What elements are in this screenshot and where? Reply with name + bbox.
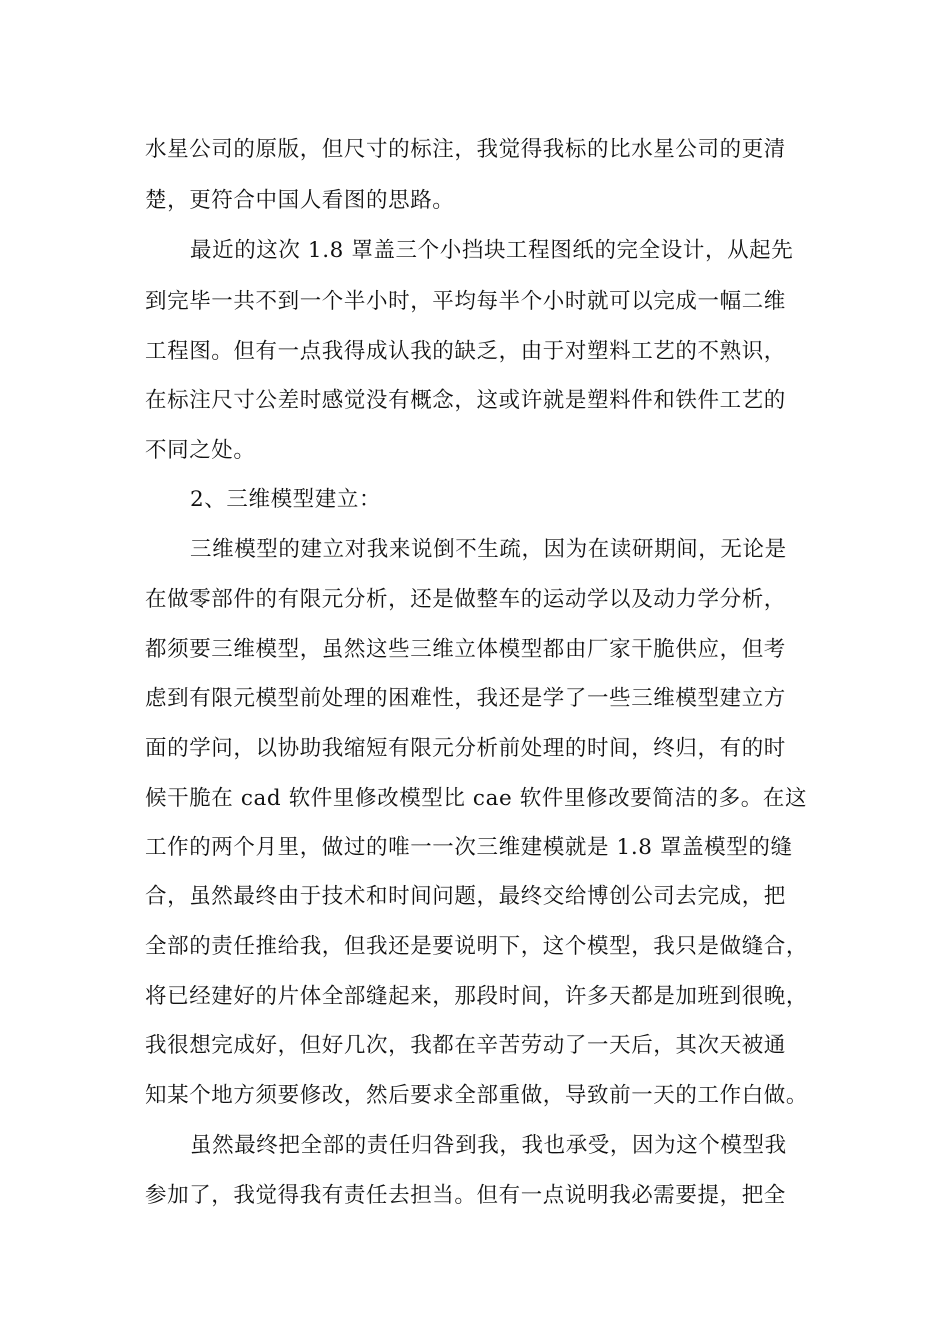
- text-line: 虑到有限元模型前处理的困难性，我还是学了一些三维模型建立方: [145, 686, 786, 711]
- text-line: 我很想完成好，但好几次，我都在辛苦劳动了一天后，其次天被通: [145, 1033, 786, 1058]
- text-line: 知某个地方须要修改，然后要求全部重做，导致前一天的工作白做。: [145, 1083, 809, 1108]
- paragraph-first-line: 三维模型的建立对我来说倒不生疏，因为在读研期间，无论是: [190, 537, 787, 562]
- text-line: 全部的责任推给我，但我还是要说明下，这个模型，我只是做缝合，: [145, 934, 809, 959]
- text-line: 在做零部件的有限元分析，还是做整车的运动学以及动力学分析，: [145, 587, 786, 612]
- paragraph-first-line: 虽然最终把全部的责任归咎到我，我也承受，因为这个模型我: [190, 1133, 787, 1158]
- text-line: 工作的两个月里，做过的唯一一次三维建模就是 1.8 罩盖模型的缝: [145, 835, 793, 860]
- paragraph-first-line: 最近的这次 1.8 罩盖三个小挡块工程图纸的完全设计，从起先: [190, 238, 794, 263]
- text-line: 楚，更符合中国人看图的思路。: [145, 188, 455, 213]
- text-line: 水星公司的原版，但尺寸的标注，我觉得我标的比水星公司的更清: [145, 137, 786, 162]
- text-line: 合，虽然最终由于技术和时间问题，最终交给博创公司去完成，把: [145, 884, 786, 909]
- text-line: 都须要三维模型，虽然这些三维立体模型都由厂家干脆供应，但考: [145, 637, 786, 662]
- section-heading: 2、三维模型建立：: [190, 487, 382, 512]
- text-line: 面的学问，以协助我缩短有限元分析前处理的时间，终归，有的时: [145, 736, 786, 761]
- text-line: 将已经建好的片体全部缝起来，那段时间，许多天都是加班到很晚，: [145, 984, 809, 1009]
- text-line: 到完毕一共不到一个半小时，平均每半个小时就可以完成一幅二维: [145, 289, 786, 314]
- text-line: 不同之处。: [145, 438, 256, 463]
- text-line: 在标注尺寸公差时感觉没有概念，这或许就是塑料件和铁件工艺的: [145, 388, 786, 413]
- text-line: 候干脆在 cad 软件里修改模型比 cae 软件里修改要简洁的多。在这: [145, 786, 808, 811]
- text-line: 参加了，我觉得我有责任去担当。但有一点说明我必需要提，把全: [145, 1183, 786, 1208]
- text-line: 工程图。但有一点我得成认我的缺乏，由于对塑料工艺的不熟识，: [145, 339, 786, 364]
